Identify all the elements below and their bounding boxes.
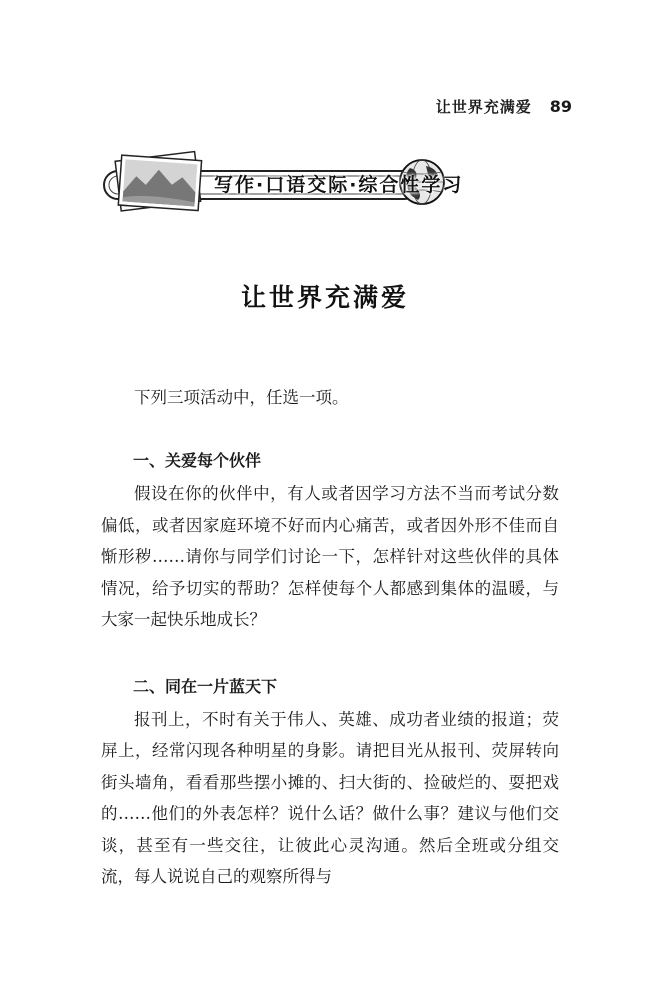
landscape-photo-stack-icon [115, 152, 201, 211]
section-banner [100, 150, 464, 214]
activity-section-2 [101, 672, 559, 893]
page-title: 让世界充满爱 [240, 283, 409, 312]
running-title: 让世界充满爱 [435, 98, 532, 116]
activity-section-1 [101, 446, 559, 636]
activity-body: 假设在你的伙伴中，有人或者因学习方法不当而考试分数偏低，或者因家庭环境不好而内心痛苦，或者因外形不佳而自惭形秽……请你与同学们讨论一下，怎样针对这些伙伴的具体情况，给予切实的帮助？怎样使每个人都感到集体的温暖，与大家一起快乐地成长？ [101, 484, 559, 629]
banner-label: 写作·口语交际·综合性学习 [214, 174, 464, 196]
activity-heading: 一、关爱每个伙伴 [133, 451, 262, 470]
main-content [101, 382, 559, 929]
running-header [436, 96, 572, 117]
activity-heading: 二、同在一片蓝天下 [133, 676, 278, 696]
page-number: 89 [549, 97, 572, 116]
activity-body: 报刊上，不时有关于伟人、英雄、成功者业绩的报道；荧屏上，经常闪现各种明星的身影。请把目光从报刊、荧屏转向街头墙角，看看那些摆小摊的、扫大街的、捡破烂的、耍把戏的……他们的外表怎样？说什么话？做什么事？建议与他们交谈，甚至有一些交往，让彼此心灵沟通。然后全班或分组交流，每人说说自己的观察所得与 [101, 709, 559, 886]
intro-text: 下列三项活动中，任选一项。 [134, 388, 349, 407]
